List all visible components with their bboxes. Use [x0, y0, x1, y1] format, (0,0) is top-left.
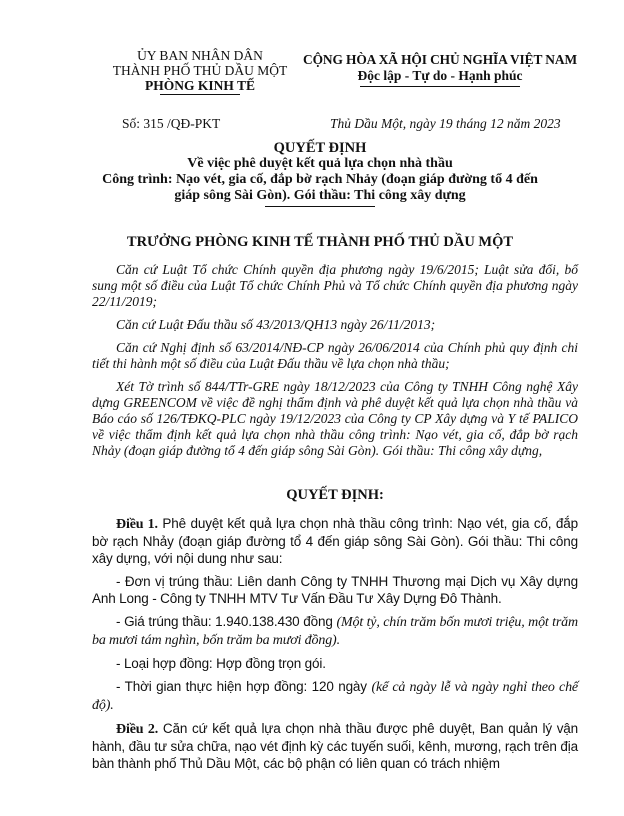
contract-duration	[92, 678, 578, 714]
legal-basis-item: Căn cứ Nghị định số 63/2014/NĐ-CP ngày 26/06/2014 của Chính phủ quy định chi tiết thi hành một số điều của Luật Đấu thầu về lựa chọn nhà thầu;	[92, 340, 578, 371]
project-line-2: giáp sông Sài Gòn). Gói thầu: Thi công xây dựng	[174, 188, 466, 203]
decision-title: QUYẾT ĐỊNH	[273, 140, 367, 156]
document-number: Số: 315 /QĐ-PKT	[122, 116, 221, 131]
article-2	[92, 720, 578, 772]
legal-basis-item: Căn cứ Luật Tổ chức Chính quyền địa phương ngày 19/6/2015; Luật sửa đổi, bổ sung một số điều của Luật Tổ chức Chính Phủ và Tổ chức Chính quyền địa phương ngày 22/11/2019;	[92, 262, 578, 309]
agency-line-2: THÀNH PHỐ THỦ DẦU MỘT	[112, 63, 288, 78]
winning-contractor: - Đơn vị trúng thầu: Liên danh Công ty TNHH Thương mại Dịch vụ Xây dựng Anh Long - Công ty TNHH MTV Tư Vấn Đầu Tư Xây Dựng Đô Thành.	[92, 574, 578, 606]
legal-basis-item: Căn cứ Luật Đấu thầu số 43/2013/QH13 ngày 26/11/2013;	[116, 317, 436, 332]
national-header-block	[300, 52, 580, 87]
title-underline	[265, 206, 375, 207]
legal-basis	[92, 262, 578, 466]
contract-type: - Loại hợp đồng: Hợp đồng trọn gói.	[116, 656, 326, 671]
agency-name: PHÒNG KINH TẾ	[144, 78, 256, 93]
issuing-agency-block	[100, 48, 300, 95]
winning-price	[92, 613, 578, 649]
agency-line-1: ỦY BAN NHÂN DÂN	[137, 48, 263, 63]
article-2-label: Điều 2.	[116, 722, 159, 737]
project-line-1: Công trình: Nạo vét, gia cố, đắp bờ rạch Nhảy (đoạn giáp đường tổ 4 đến	[102, 172, 538, 187]
article-1-text: Phê duyệt kết quả lựa chọn nhà thầu công trình: Nạo vét, gia cố, đắp bờ rạch Nhảy (đoạn giáp đường tổ 4 đến giáp sông Sài Gòn). Gói thầu: Thi công xây dựng, với nội dung như sau:	[92, 516, 578, 566]
national-title: CỘNG HÒA XÃ HỘI CHỦ NGHĨA VIỆT NAM	[303, 52, 577, 67]
motto-underline	[360, 86, 520, 87]
contract-duration-note: (kể cả ngày lễ và ngày nghỉ theo chế độ).	[92, 680, 578, 713]
decision-subject: Về việc phê duyệt kết quả lựa chọn nhà thầu	[187, 156, 453, 171]
document-date: Thủ Dầu Một, ngày 19 tháng 12 năm 2023	[330, 116, 561, 131]
decision-heading: QUYẾT ĐỊNH:	[286, 487, 384, 503]
article-2-text: Căn cứ kết quả lựa chọn nhà thầu được phê duyệt, Ban quản lý vận hành, đầu tư sửa chữa, nạo vét định kỳ các tuyến suối, kênh, mương, rạch trên địa bàn thành phố Thủ Dầu Một, các bộ phận có liên quan có trách nhiệm	[92, 721, 579, 771]
winning-price-amount: - Giá trúng thầu: 1.940.138.430 đồng	[116, 614, 333, 629]
agency-underline	[160, 94, 240, 95]
national-motto: Độc lập - Tự do - Hạnh phúc	[357, 68, 523, 83]
issuing-authority: TRƯỞNG PHÒNG KINH TẾ THÀNH PHỐ THỦ DẦU MỘT	[126, 234, 514, 250]
legal-basis-item: Xét Tờ trình số 844/TTr-GRE ngày 18/12/2023 của Công ty TNHH Công nghệ Xây dựng GREENCOM về việc đề nghị thẩm định và phê duyệt kết quả lựa chọn nhà thầu và Báo cáo số 126/TĐKQ-PLC ngày 19/12/2023 của Công ty CP Xây dựng và Y tế PALICO về việc thẩm định kết quả lựa chọn nhà thầu công trình: Nạo vét, gia cố, đắp bờ rạch Nhảy (đoạn giáp đường tổ 4 đến giáp sông Sài Gòn). Gói thầu: Thi công xây dựng,	[92, 379, 578, 458]
winning-price-words: (Một tỷ, chín trăm bốn mươi triệu, một trăm ba mươi tám nghìn, bốn trăm ba mươi đồng).	[92, 615, 578, 648]
article-1	[92, 515, 578, 567]
article-1-label: Điều 1.	[116, 517, 158, 532]
contract-duration-days: - Thời gian thực hiện hợp đồng: 120 ngày	[116, 679, 367, 694]
decision-body	[92, 515, 578, 778]
decision-title-block	[80, 140, 560, 207]
